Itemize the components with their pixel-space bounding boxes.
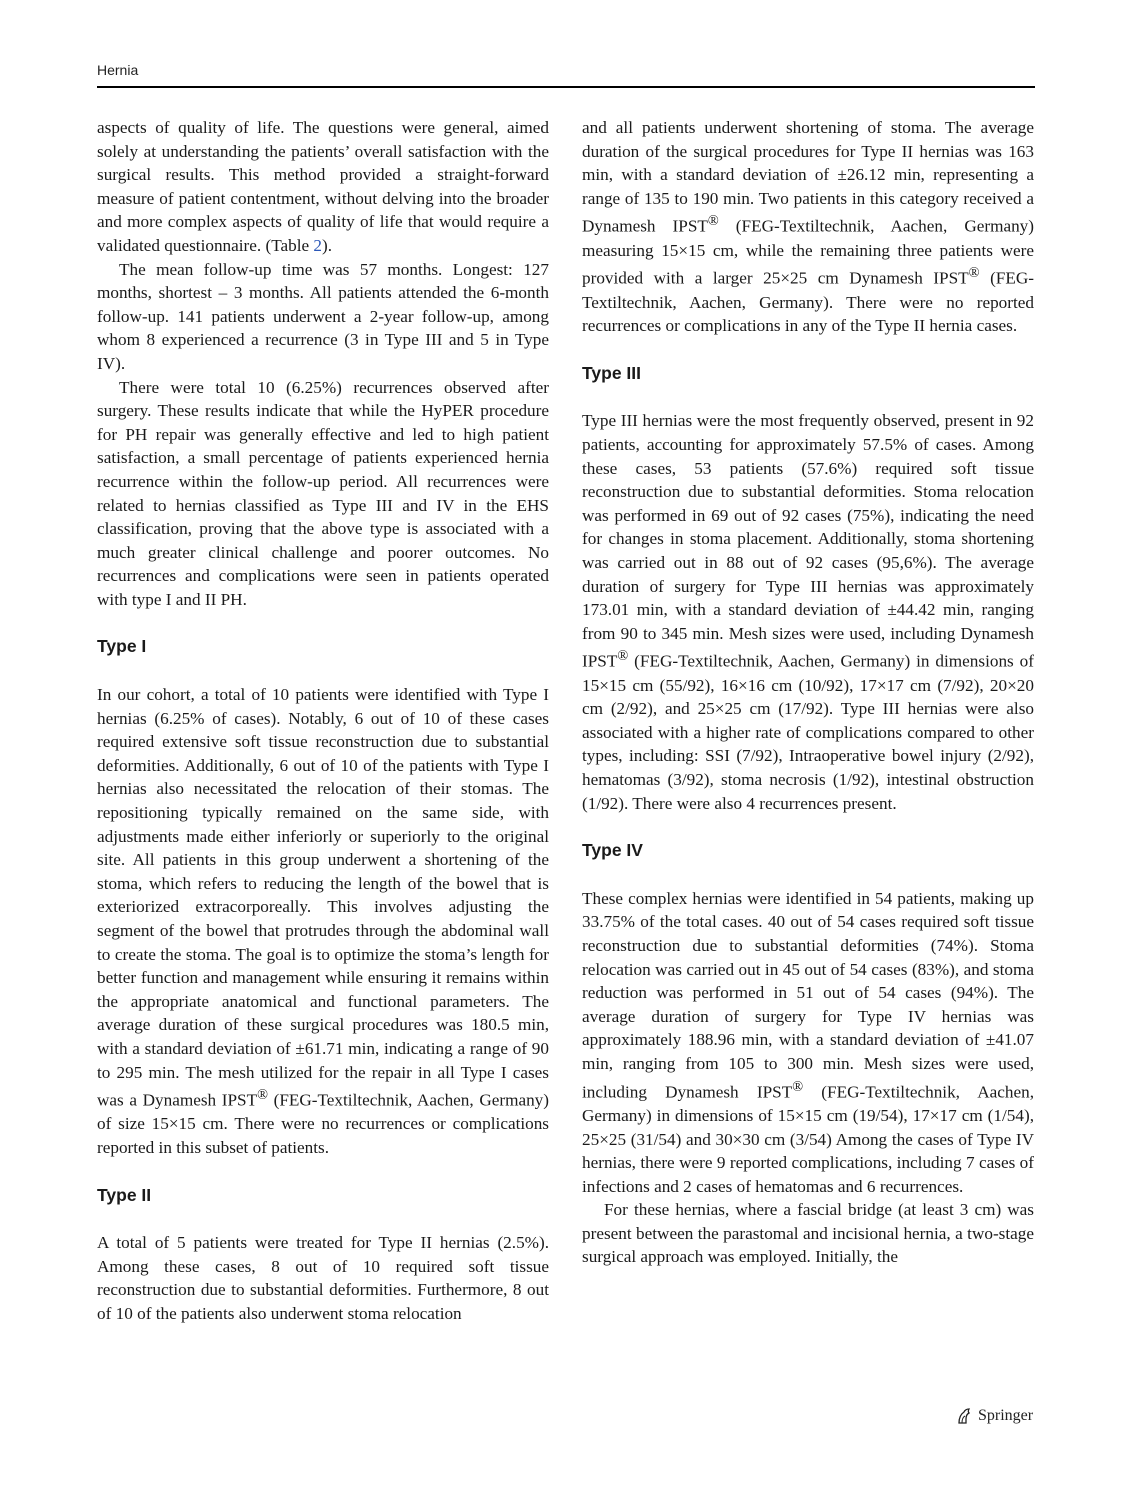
paragraph-quality-of-life: aspects of quality of life. The questions were general, aimed solely at understanding the patients’ overall satisfaction with the surgical results. This method provided a straight-forward measure of patient contentment, without delving into the broader and more complex aspects of quality of life that would require a validated questionnaire. (Table 2).	[97, 118, 549, 255]
registered-mark: ®	[617, 648, 629, 665]
table-2-link[interactable]: 2	[313, 235, 323, 255]
heading-type-ii: Type II	[97, 1184, 152, 1205]
heading-type-i: Type I	[97, 636, 147, 657]
paragraph-type-iii: Type III hernias were the most frequently observed, present in 92 patients, accounting for approximately 57.5% of cases. Among these cases, 53 patients (57.6%) required soft tissue reconstruction due to substantial deformities. Stoma relocation was performed in 69 out of 92 cases (75%), indicating the need for changes in stoma placement. Additionally, stoma shortening was carried out in 88 out of 92 cases (95,6%). The average duration of surgery for Type III hernias was approximately 173.01 min, with a standard deviation of ±44.42 min, ranging from 90 to 345 min. Mesh sizes were used, including Dynamesh IPST® (FEG-Textiltechnik, Aachen, Germany) in dimensions of 15×15 cm (55/92), 16×16 cm (10/92), 17×17 cm (7/92), 20×20 cm (2/92), and 25×25 cm (17/92). Type III hernias were also associated with a higher rate of complications compared to other types, including: SSI (7/92), Intraoperative bowel injury (2/92), hematomas (3/92), stoma necrosis (1/92), intestinal obstruction (1/92). There were also 4 recurrences present.	[582, 411, 1034, 813]
springer-horse-icon	[955, 1407, 973, 1425]
registered-mark: ®	[257, 1087, 268, 1104]
right-column	[582, 116, 1034, 1269]
heading-type-iii: Type III	[582, 362, 641, 383]
paragraph-follow-up: The mean follow-up time was 57 months. Longest: 127 months, shortest – 3 months. All patients attended the 6-month follow-up. 141 patients underwent a 2-year follow-up, among whom 8 experienced a recurrence (3 in Type III and 5 in Type IV).	[97, 259, 549, 373]
paragraph-recurrences: There were total 10 (6.25%) recurrences observed after surgery. These results indicate that while the HyPER procedure for PH repair was generally effective and led to high patient satisfaction, a small percentage of patients experienced hernia recurrence within the follow-up period. All recurrences were related to hernias classified as Type III and IV in the EHS classification, proving that the above type is associated with a much greater clinical challenge and poorer outcomes. No recurrences and complications were seen in patients operated with type I and II PH.	[97, 377, 549, 609]
paragraph-type-iv: These complex hernias were identified in 54 patients, making up 33.75% of the total cases. 40 out of 54 cases required soft tissue reconstruction due to substantial deformities (74%). Stoma relocation was carried out in 45 out of 54 cases (83%), and stoma reduction was performed in 51 out of 54 cases (94%). The average duration of surgery for Type IV hernias was approximately 188.96 min, with a standard deviation of ±41.07 min, ranging from 105 to 300 min. Mesh sizes were used, including Dynamesh IPST® (FEG-Textiltechnik, Aachen, Germany) in dimensions of 15×15 cm (19/54), 17×17 cm (1/54), 25×25 (31/54) and 30×30 cm (3/54) Among the cases of Type IV hernias, there were 9 reported complications, including 7 cases of infections and 2 cases of hematomas and 6 recurrences.	[582, 888, 1034, 1196]
registered-mark: ®	[707, 213, 719, 230]
registered-mark: ®	[792, 1078, 804, 1095]
paragraph-type-ii-start: A total of 5 patients were treated for Type II hernias (2.5%). Among these cases, 8 out of 10 required soft tissue reconstruction due to substantial deformities. Furthermore, 8 out of 10 of the patients also underwent stoma relocation	[97, 1233, 549, 1324]
publisher-logo	[955, 1405, 1033, 1427]
registered-mark: ®	[968, 265, 980, 282]
publisher-name: Springer	[978, 1407, 1034, 1424]
header-rule	[97, 86, 1035, 88]
running-head-journal: Hernia	[97, 62, 139, 78]
heading-type-iv: Type IV	[582, 840, 643, 861]
paragraph-type-i: In our cohort, a total of 10 patients were identified with Type I hernias (6.25% of cases). Notably, 6 out of 10 of these cases required extensive soft tissue reconstruction due to substantial deformities. Additionally, 6 out of 10 of the patients with Type I hernias also necessitated the relocation of their stomas. The repositioning typically remained on the same side, with adjustments made either inferiorly or superiorly to the original site. All patients in this group underwent a shortening of the stoma, which refers to reducing the length of the bowel that is exteriorized extracorporeally. This involves adjusting the segment of the bowel that protrudes through the abdominal wall to create the stoma. The goal is to optimize the stoma’s length for better function and management while ensuring it remains within the appropriate anatomical and functional parameters. The average duration of these surgical procedures was 180.5 min, with a standard deviation of ±61.71 min, indicating a range of 90 to 295 min. The mesh utilized for the repair in all Type I cases was a Dynamesh IPST® (FEG-Textiltechnik, Aachen, Germany) of size 15×15 cm. There were no recurrences or complications reported in this subset of patients.	[97, 685, 549, 1158]
paragraph-two-stage: For these hernias, where a fascial bridge (at least 3 cm) was present between the parastomal and incisional hernia, a two-stage surgical approach was employed. Initially, the	[582, 1200, 1034, 1267]
left-column	[97, 116, 549, 1326]
paragraph-type-ii-cont: and all patients underwent shortening of stoma. The average duration of the surgical procedures for Type II hernias was 163 min, with a standard deviation of ±26.12 min, representing a range of 135 to 190 min. Two patients in this category received a Dynamesh IPST® (FEG-Textiltechnik, Aachen, Germany) measuring 15×15 cm, while the remaining three patients were provided with a larger 25×25 cm Dynamesh IPST® (FEG-Textiltechnik, Aachen, Germany). There were no reported recurrences or complications in any of the Type II hernia cases.	[582, 118, 1034, 336]
